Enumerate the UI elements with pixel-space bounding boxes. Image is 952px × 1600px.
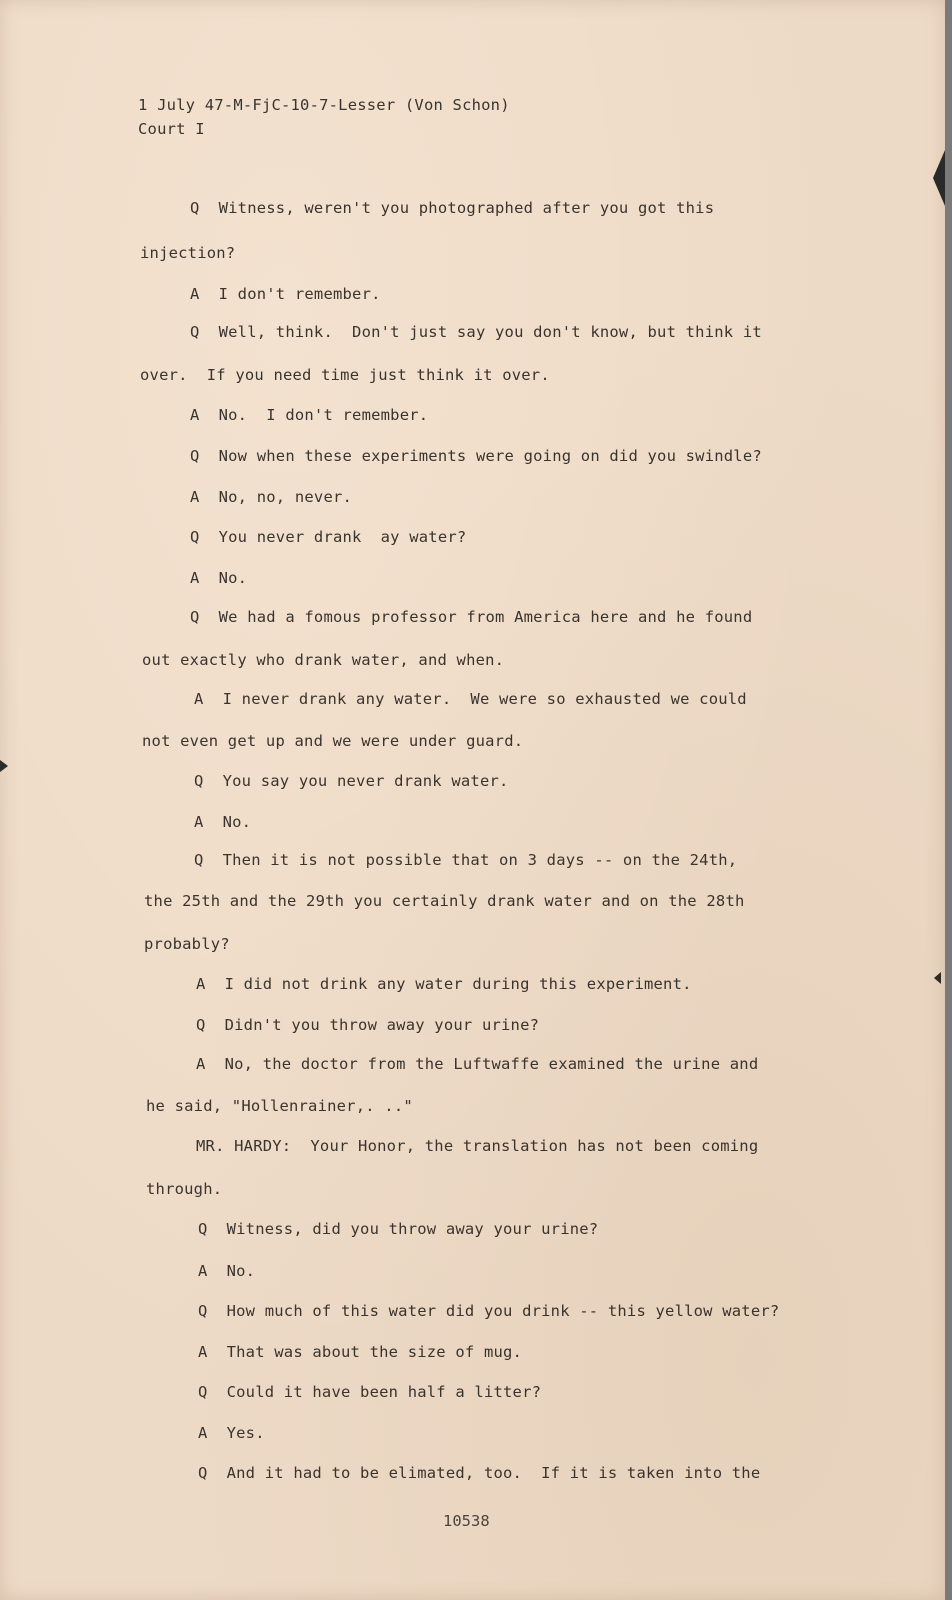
transcript-line: A No, no, never. bbox=[190, 488, 353, 506]
punch-mark bbox=[934, 972, 941, 984]
transcript-line: A I don't remember. bbox=[190, 285, 381, 303]
transcript-line: through. bbox=[146, 1180, 223, 1198]
transcript-line: Q And it had to be elimated, too. If it is taken into the bbox=[198, 1464, 761, 1482]
transcript-line: Q We had a fomous professor from America here and he found bbox=[190, 608, 753, 626]
transcript-line: Q Then it is not possible that on 3 days -- on the 24th, bbox=[194, 851, 738, 869]
transcript-line: Q You never drank ay water? bbox=[190, 528, 467, 546]
transcript-line: Q Now when these experiments were going on did you swindle? bbox=[190, 447, 762, 465]
transcript-line: Q Didn't you throw away your urine? bbox=[196, 1016, 540, 1034]
document-header-line: 1 July 47-M-FjC-10-7-Lesser (Von Schon) bbox=[138, 96, 510, 114]
transcript-line: Q Could it have been half a litter? bbox=[198, 1383, 542, 1401]
transcript-line: Q Witness, weren't you photographed after you got this bbox=[190, 199, 715, 217]
transcript-line: injection? bbox=[140, 244, 236, 262]
transcript-line: over. If you need time just think it over. bbox=[140, 366, 550, 384]
transcript-line: Q How much of this water did you drink -- this yellow water? bbox=[198, 1302, 780, 1320]
transcript-line: A That was about the size of mug. bbox=[198, 1343, 523, 1361]
page-edge-tab bbox=[933, 150, 945, 206]
transcript-line: Q Witness, did you throw away your urine? bbox=[198, 1220, 599, 1238]
page-number: 10538 bbox=[443, 1512, 490, 1530]
transcript-line: not even get up and we were under guard. bbox=[142, 732, 524, 750]
punch-mark bbox=[0, 760, 8, 772]
scan-edge bbox=[945, 0, 952, 1600]
transcript-line: A Yes. bbox=[198, 1424, 265, 1442]
transcript-line: A I never drank any water. We were so exhausted we could bbox=[194, 690, 747, 708]
transcript-line: A No. bbox=[198, 1262, 256, 1280]
transcript-line: A No. I don't remember. bbox=[190, 406, 429, 424]
transcript-line: he said, "Hollenrainer,. .." bbox=[146, 1097, 413, 1115]
transcript-line: A No. bbox=[194, 813, 252, 831]
transcript-line: MR. HARDY: Your Honor, the translation has not been coming bbox=[196, 1137, 759, 1155]
transcript-line: out exactly who drank water, and when. bbox=[142, 651, 505, 669]
transcript-line: A No, the doctor from the Luftwaffe examined the urine and bbox=[196, 1055, 759, 1073]
transcript-line: A I did not drink any water during this experiment. bbox=[196, 975, 692, 993]
transcript-line: Q Well, think. Don't just say you don't know, but think it bbox=[190, 323, 762, 341]
transcript-line: Q You say you never drank water. bbox=[194, 772, 509, 790]
transcript-line: probably? bbox=[144, 935, 230, 953]
transcript-line: A No. bbox=[190, 569, 248, 587]
transcript-line: the 25th and the 29th you certainly drank water and on the 28th bbox=[144, 892, 745, 910]
document-header-line: Court I bbox=[138, 120, 205, 138]
